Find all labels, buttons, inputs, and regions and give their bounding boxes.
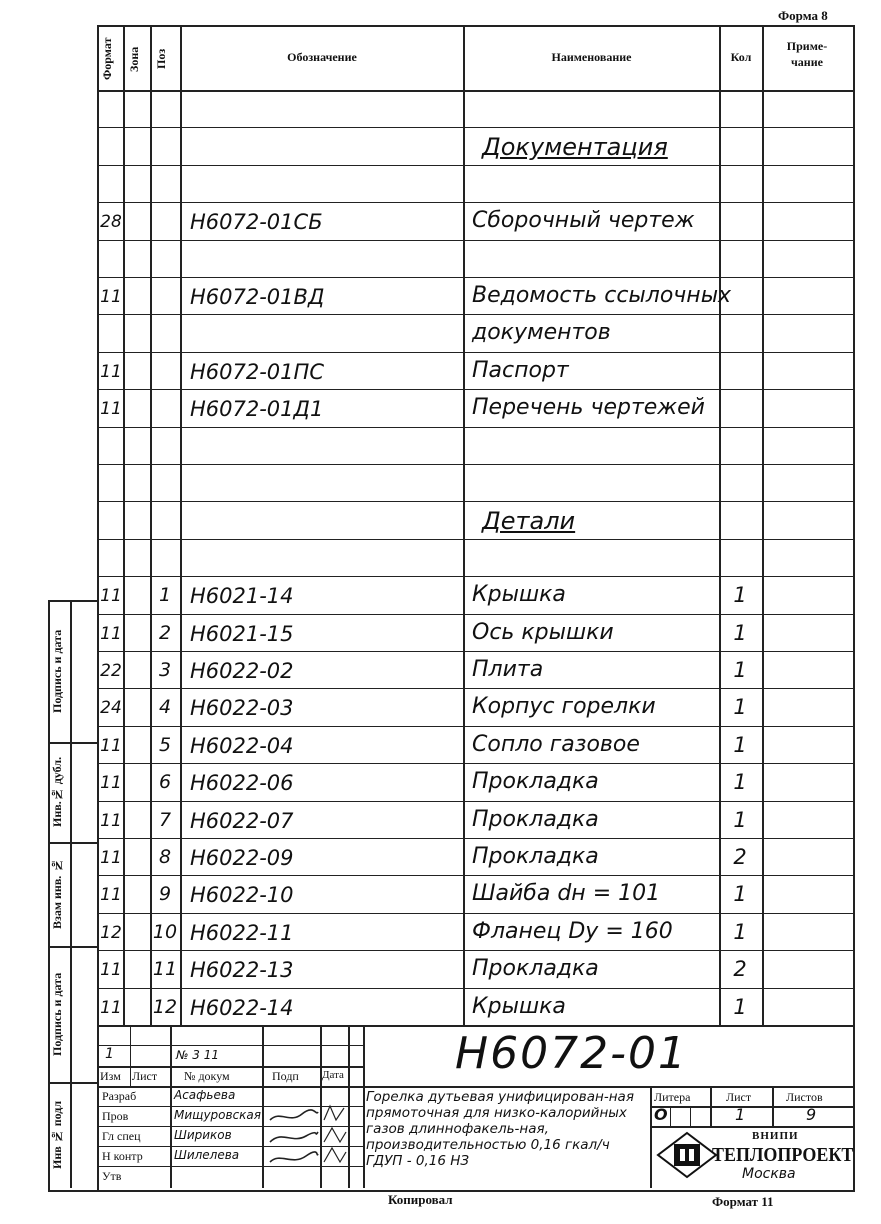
row-pos: 2 [158, 622, 172, 644]
tb-v-izm [130, 1025, 131, 1086]
row-format: 11 [100, 362, 122, 382]
signature-mark [270, 1110, 318, 1120]
row-designation: Н6022-10 [190, 883, 294, 907]
table-row [0, 539, 881, 576]
row-name: Паспорт [472, 358, 569, 383]
side-inv-dup: Инв.№ дубл. [50, 756, 64, 828]
row-pos: 5 [158, 734, 172, 756]
row-format: 11 [100, 885, 122, 905]
row-format: 22 [100, 661, 122, 681]
header-qty: Кол [730, 50, 752, 64]
row-format: 11 [100, 848, 122, 868]
row-qty: 1 [733, 695, 747, 719]
row-format: 11 [100, 624, 122, 644]
row-format: 11 [100, 736, 122, 756]
tb-role-name: Шириков [174, 1128, 232, 1142]
table-row [0, 352, 881, 389]
row-pos: 12 [152, 996, 178, 1018]
header-designation: Обозначение [287, 50, 357, 64]
tb-litera-label: Литера [654, 1090, 691, 1104]
row-designation: Н6022-04 [190, 734, 294, 758]
row-designation: Н6021-15 [190, 622, 294, 646]
table-row [0, 913, 881, 950]
row-qty: 1 [733, 583, 747, 607]
row-name: Прокладка [472, 769, 599, 794]
table-row [0, 763, 881, 800]
row-qty: 2 [733, 957, 747, 981]
tb-col-sign: Подп [272, 1069, 299, 1083]
row-pos: 8 [158, 846, 172, 868]
row-designation: Н6022-14 [190, 996, 294, 1020]
row-format: 11 [100, 287, 122, 307]
row-name: Ведомость ссылочных [472, 283, 732, 308]
copier-label: Копировал [388, 1192, 453, 1207]
tb-litera-value: О [654, 1105, 668, 1124]
row-pos: 7 [158, 809, 172, 831]
row-name: Корпус горелки [472, 694, 656, 719]
header-name: Наименование [551, 50, 632, 64]
row-designation: Н6072-01ПС [190, 360, 324, 384]
row-qty: 1 [733, 621, 747, 645]
table-row [0, 240, 881, 277]
row-qty: 1 [733, 920, 747, 944]
row-qty: 1 [733, 808, 747, 832]
row-designation: Н6021-14 [190, 584, 294, 608]
row-designation: Н6022-09 [190, 846, 294, 870]
header-pos: Поз [154, 48, 168, 70]
row-pos: 6 [158, 771, 172, 793]
row-format: 11 [100, 399, 122, 419]
tb-description: Горелка дутьевая унифицирован-ная прямоточная для низко-калорийных газов длиннофакель-ная, производительностью 0,16 гкал/ч ГДУП - 0,16 НЗ [366, 1089, 634, 1169]
tb-v-main [363, 1025, 365, 1188]
org-logo [654, 1130, 720, 1180]
table-row [0, 277, 881, 314]
tb-list-value: 1 [735, 1105, 746, 1124]
row-qty: 1 [733, 733, 747, 757]
table-row [0, 464, 881, 501]
tb-lists-label: Листов [786, 1090, 823, 1104]
table-row [0, 988, 881, 1025]
side-vzam-inv: Взам инв. № [50, 858, 64, 930]
row-designation: Н6022-06 [190, 771, 294, 795]
row-section-title: Детали [482, 507, 576, 535]
tb-col-list: Лист [132, 1069, 158, 1083]
row-format: 11 [100, 586, 122, 606]
row-name: Прокладка [472, 956, 599, 981]
table-row [0, 614, 881, 651]
header-format: Формат [100, 37, 114, 81]
tb-col-doc: № докум [184, 1069, 230, 1083]
tb-h-litera [650, 1106, 853, 1108]
table-row [0, 501, 881, 538]
row-format: 11 [100, 998, 122, 1018]
side-sign-date-2: Подпись и дата [50, 972, 64, 1056]
row-name: Крышка [472, 582, 566, 607]
row-name: Крышка [472, 994, 566, 1019]
row-designation: Н6022-02 [190, 659, 294, 683]
tb-role-label: Утв [102, 1169, 122, 1183]
row-name: Сборочный чертеж [472, 208, 695, 233]
row-name: Перечень чертежей [472, 395, 705, 420]
row-format: 24 [100, 698, 122, 718]
date-mark [324, 1128, 346, 1142]
tb-role-name: Мищуровская [174, 1108, 262, 1122]
tb-role-name: Асафьева [174, 1088, 236, 1102]
row-name: Шайба dн = 101 [472, 881, 661, 906]
tb-role-label: Гл спец [102, 1129, 141, 1143]
row-pos: 4 [158, 696, 172, 718]
signature-mark [270, 1132, 318, 1142]
table-row [0, 202, 881, 239]
row-format: 28 [100, 212, 122, 232]
tb-col-date: Дата [322, 1069, 344, 1081]
row-qty: 1 [733, 658, 747, 682]
row-pos: 10 [152, 921, 178, 943]
row-section-title: Документация [482, 133, 668, 161]
side-strip-divider [70, 600, 72, 1188]
tb-h-org [650, 1126, 853, 1128]
table-row [0, 127, 881, 164]
format-label: Формат 11 [712, 1194, 774, 1209]
form-label: Форма 8 [778, 8, 828, 23]
row-pos: 9 [158, 883, 172, 905]
tb-top-rule [97, 1025, 853, 1027]
tb-v-litera-2 [690, 1106, 691, 1126]
tb-lists-value: 9 [806, 1105, 817, 1124]
row-name: Прокладка [472, 807, 599, 832]
row-qty: 1 [733, 995, 747, 1019]
header-note: Приме- чание [786, 39, 828, 69]
table-row [0, 801, 881, 838]
row-designation: Н6072-01Д1 [190, 397, 324, 421]
table-row [0, 726, 881, 763]
row-pos: 1 [158, 584, 172, 606]
table-row [0, 165, 881, 202]
signatures [262, 1086, 363, 1188]
tb-col-izm: Изм [100, 1069, 121, 1083]
row-name: Плита [472, 657, 544, 682]
row-name: Сопло газовое [472, 732, 640, 757]
row-format: 11 [100, 773, 122, 793]
side-sign-date-1: Подпись и дата [50, 629, 64, 713]
table-row [0, 314, 881, 351]
row-designation: Н6022-11 [190, 921, 294, 945]
tb-designation: Н6072-01 [455, 1028, 688, 1079]
table-row [0, 90, 881, 127]
tb-v-litera-1 [670, 1106, 671, 1126]
date-mark [324, 1148, 346, 1162]
tb-role-label: Разраб [102, 1089, 137, 1103]
org-name: ТЕПЛОПРОЕКТ [712, 1144, 854, 1166]
row-designation: Н6072-01ВД [190, 285, 325, 309]
tb-h-1 [97, 1045, 363, 1046]
tb-v-litera [650, 1086, 652, 1188]
tb-role-label: Пров [102, 1109, 129, 1123]
date-mark [324, 1106, 344, 1120]
tb-mid-rule [363, 1086, 853, 1088]
table-row [0, 950, 881, 987]
row-pos: 3 [158, 659, 172, 681]
signature-mark [270, 1152, 318, 1162]
table-row [0, 651, 881, 688]
row-pos: 11 [152, 958, 178, 980]
row-format: 12 [100, 923, 122, 943]
row-name: Ось крышки [472, 620, 614, 645]
table-row [0, 389, 881, 426]
table-row [0, 688, 881, 725]
row-qty: 2 [733, 845, 747, 869]
row-format: 11 [100, 811, 122, 831]
side-inv-orig: Инв № подл [50, 1100, 64, 1170]
tb-change-doc: № 3 11 [176, 1048, 220, 1062]
row-name: документов [472, 320, 611, 345]
row-format: 11 [100, 960, 122, 980]
row-designation: Н6072-01СБ [190, 210, 323, 234]
row-name: Прокладка [472, 844, 599, 869]
row-qty: 1 [733, 770, 747, 794]
logo-bar [685, 1149, 689, 1161]
table-row [0, 576, 881, 613]
row-name: Фланец Dy = 160 [472, 919, 673, 944]
tb-list-label: Лист [726, 1090, 752, 1104]
tb-h-2 [97, 1066, 363, 1068]
tb-role-name: Шилелева [174, 1148, 240, 1162]
row-designation: Н6022-07 [190, 809, 294, 833]
row-designation: Н6022-03 [190, 696, 294, 720]
table-row [0, 427, 881, 464]
row-designation: Н6022-13 [190, 958, 294, 982]
org-top: ВНИПИ [752, 1130, 799, 1142]
tb-change-izm: 1 [105, 1046, 114, 1062]
tb-role-label: Н контр [102, 1149, 143, 1163]
table-row [0, 875, 881, 912]
org-city: Москва [742, 1166, 796, 1182]
header-zone: Зона [127, 46, 141, 72]
table-row [0, 838, 881, 875]
row-qty: 1 [733, 882, 747, 906]
